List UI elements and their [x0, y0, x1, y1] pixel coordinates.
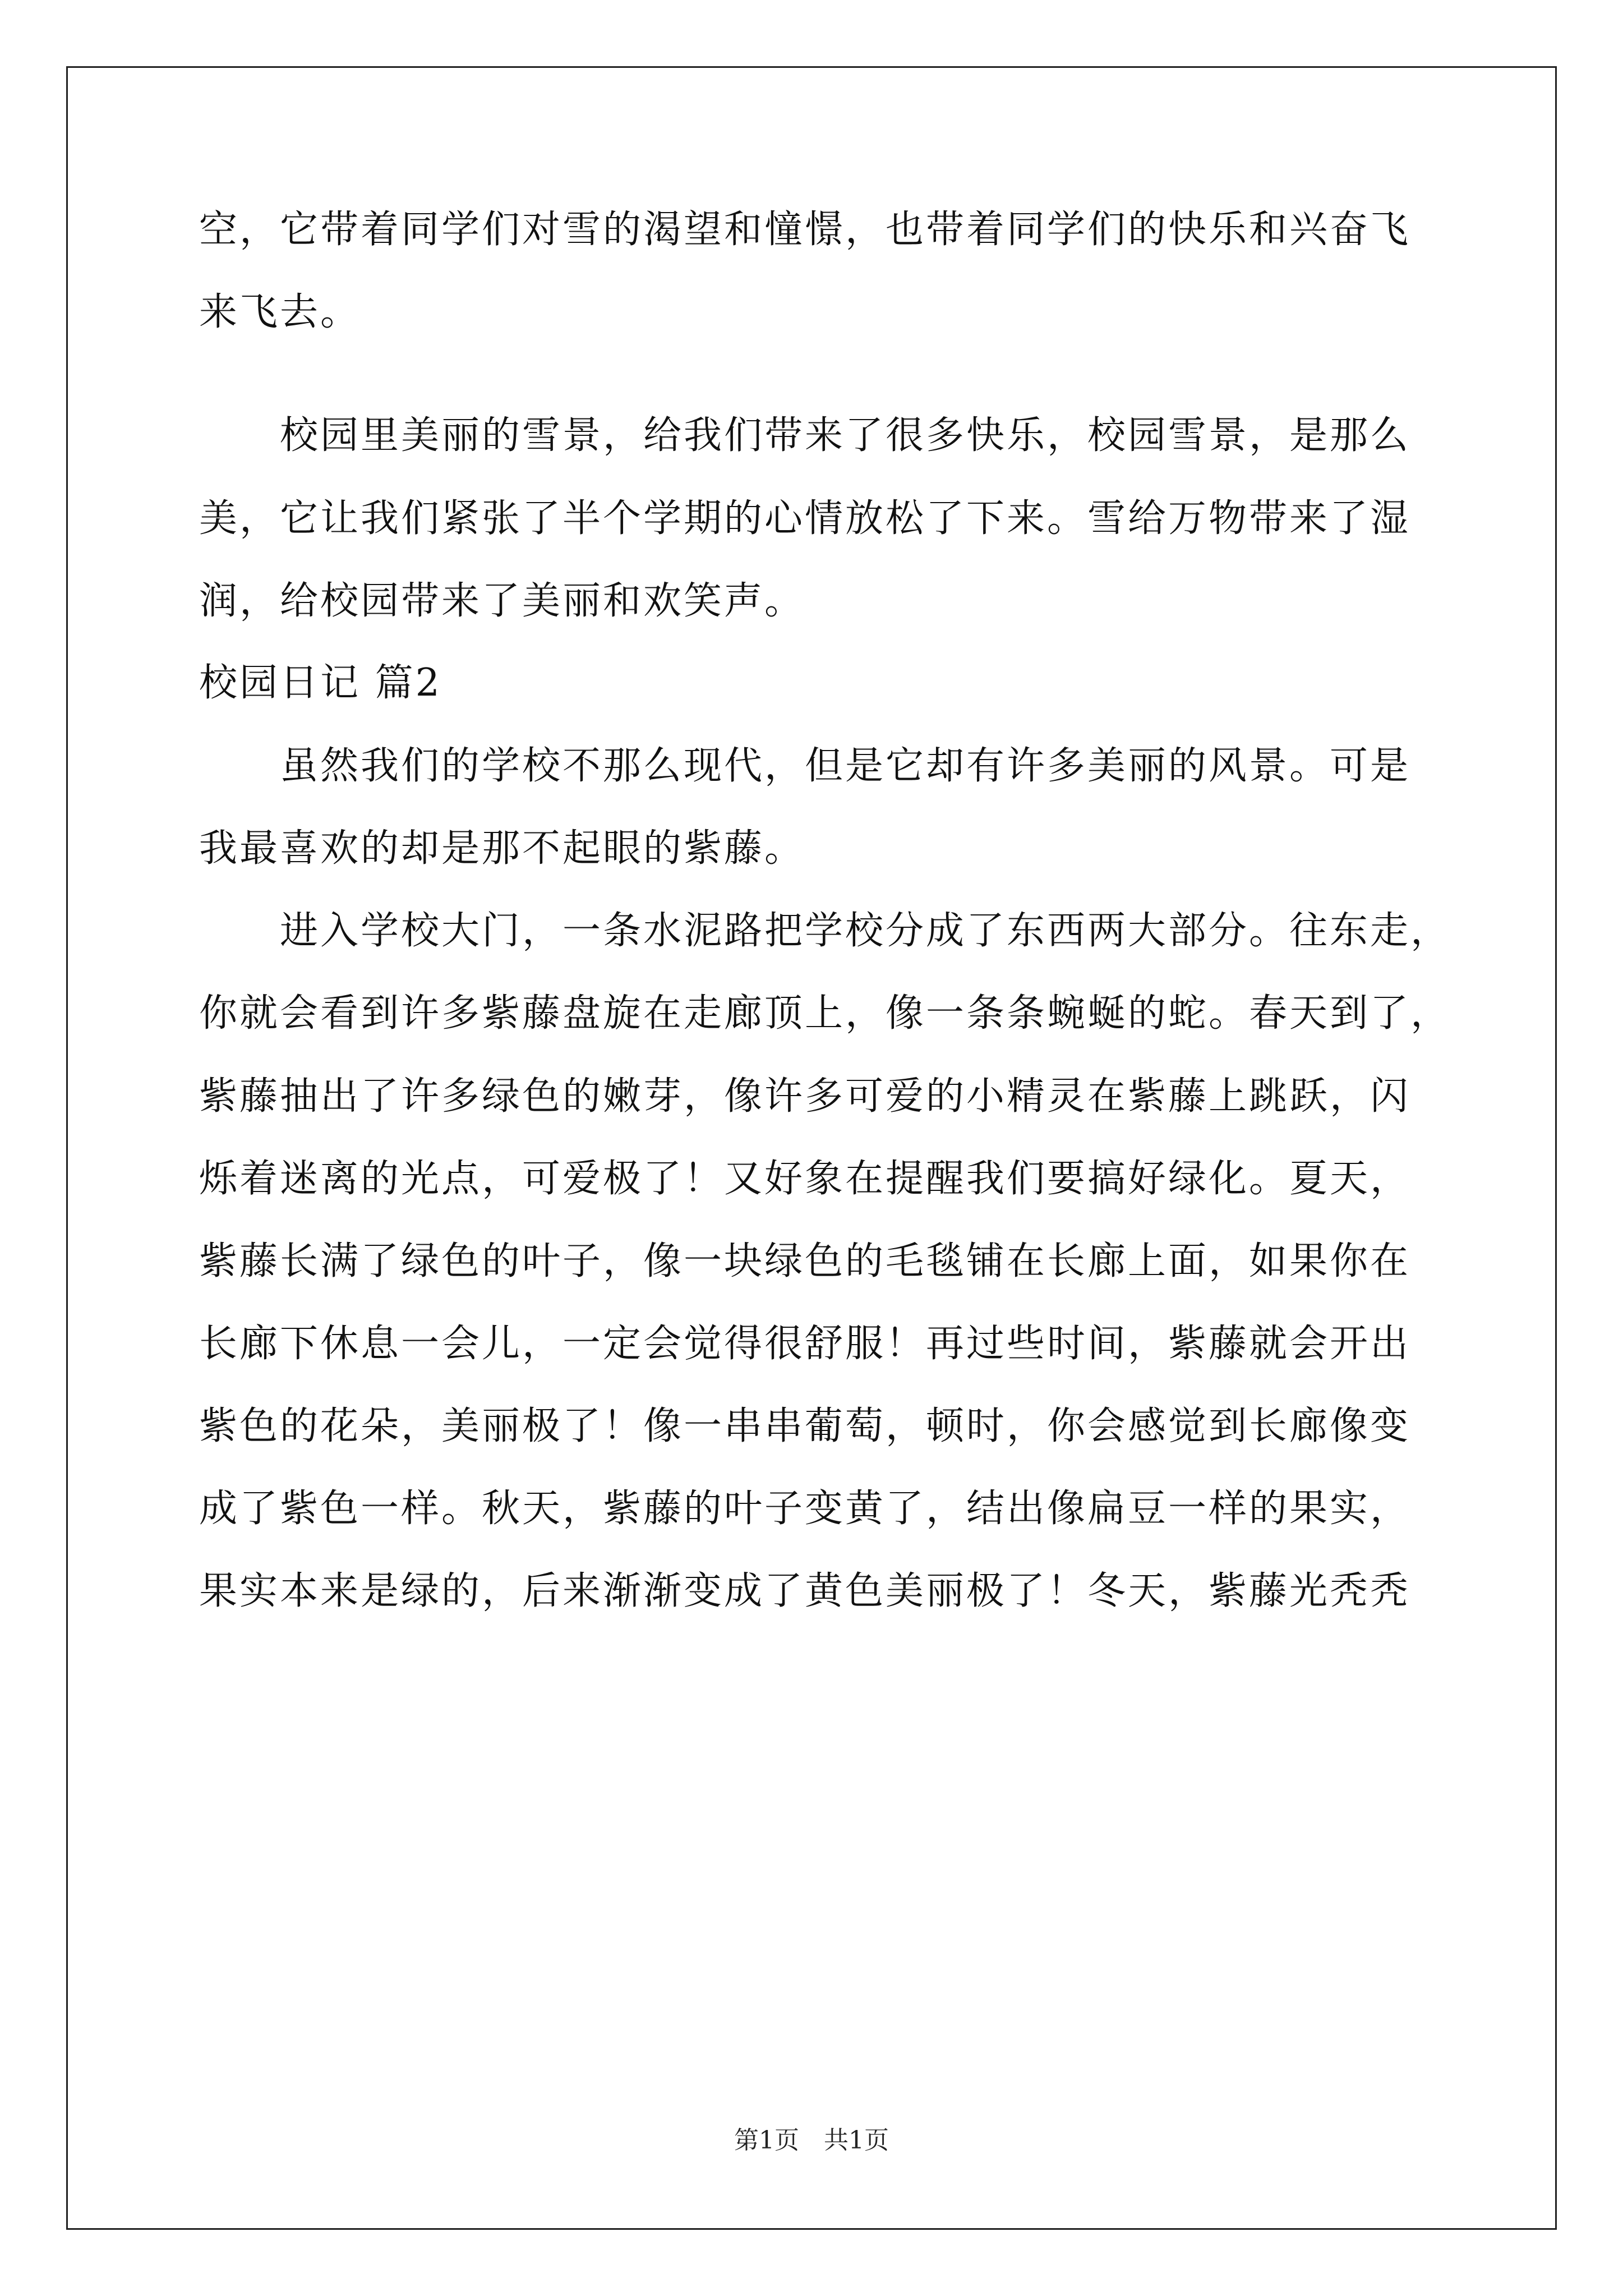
section-heading: 校园日记 篇2	[199, 661, 442, 705]
page-border	[66, 66, 1557, 2230]
text-line-5: 润，给校园带来了美丽和欢笑声。	[199, 579, 805, 623]
text-line-17: 果实本来是绿的，后来渐渐变成了黄色美丽极了！冬天，紫藤光秃秃	[199, 1569, 1411, 1613]
text-line-14: 长廊下休息一会儿，一定会觉得很舒服！再过些时间，紫藤就会开出	[199, 1322, 1411, 1366]
text-line-13: 紫藤长满了绿色的叶子，像一块绿色的毛毯铺在长廊上面，如果你在	[199, 1239, 1411, 1283]
text-line-12: 烁着迷离的光点，可爱极了！又好象在提醒我们要搞好绿化。夏天，	[199, 1157, 1411, 1201]
text-line-2: 来飞去。	[199, 290, 361, 334]
text-line-16: 成了紫色一样。秋天，紫藤的叶子变黄了，结出像扁豆一样的果实，	[199, 1487, 1411, 1531]
text-line-3: 校园里美丽的雪景，给我们带来了很多快乐，校园雪景，是那么	[199, 413, 1411, 458]
text-line-11: 紫藤抽出了许多绿色的嫩芽，像许多可爱的小精灵在紫藤上跳跃，闪	[199, 1074, 1411, 1119]
text-line-15: 紫色的花朵，美丽极了！像一串串葡萄，顿时，你会感觉到长廊像变	[199, 1404, 1411, 1448]
text-line-9: 进入学校大门，一条水泥路把学校分成了东西两大部分。往东走，	[199, 909, 1451, 953]
text-line-4: 美，它让我们紧张了半个学期的心情放松了下来。雪给万物带来了湿	[199, 496, 1411, 541]
text-line-10: 你就会看到许多紫藤盘旋在走廊顶上，像一条条蜿蜒的蛇。春天到了，	[199, 991, 1451, 1036]
text-line-8: 我最喜欢的却是那不起眼的紫藤。	[199, 826, 805, 871]
page-footer: 第1页 共1页	[734, 2126, 889, 2155]
text-line-7: 虽然我们的学校不那么现代，但是它却有许多美丽的风景。可是	[199, 744, 1411, 788]
text-line-1: 空，它带着同学们对雪的渴望和憧憬，也带着同学们的快乐和兴奋飞	[199, 208, 1411, 252]
